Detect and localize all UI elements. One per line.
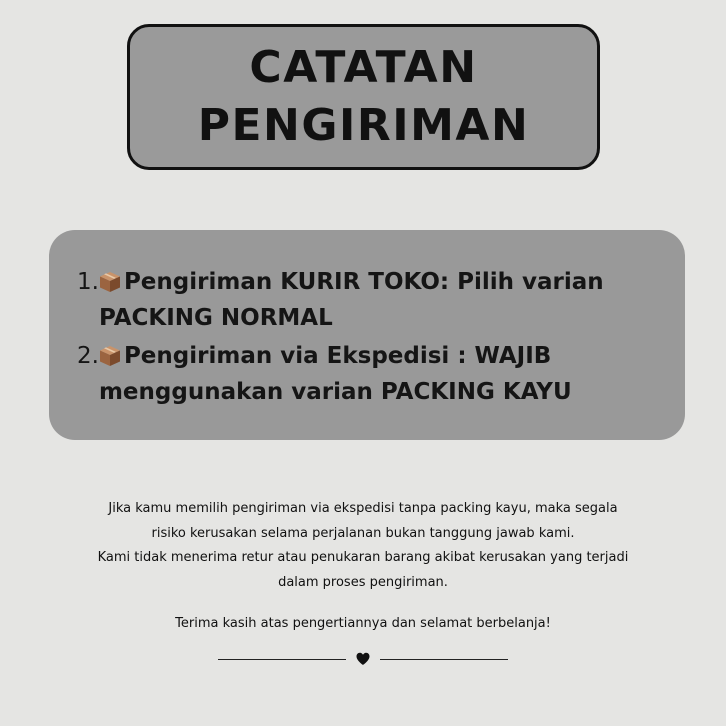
note-item-2 xyxy=(77,338,665,410)
divider-line-right xyxy=(380,659,508,660)
package-icon xyxy=(99,271,121,291)
note-text-line-1: Pengiriman via Ekspedisi : WAJIB xyxy=(123,343,552,369)
heart-icon xyxy=(355,651,371,667)
disclaimer-text xyxy=(0,497,726,595)
thank-you-text: Terima kasih atas pengertiannya dan selamat berbelanja! xyxy=(175,616,551,631)
title-banner xyxy=(127,24,600,170)
note-text-line-1: Pengiriman KURIR TOKO: Pilih varian xyxy=(123,269,604,295)
note-text-line-2: PACKING NORMAL xyxy=(98,305,333,331)
disclaimer-line-4: dalam proses pengiriman. xyxy=(278,574,448,590)
package-icon xyxy=(99,345,121,365)
title-line-1: CATATAN xyxy=(249,42,478,93)
divider-line-left xyxy=(218,659,346,660)
disclaimer-line-1: Jika kamu memilih pengiriman via ekspedisi tanpa packing kayu, maka segala xyxy=(108,501,618,516)
disclaimer-line-3: Kami tidak menerima retur atau penukaran barang akibat kerusakan yang terjadi xyxy=(97,550,629,565)
note-number: 2. xyxy=(77,343,99,369)
shipping-notes-panel xyxy=(49,230,685,440)
note-item-1 xyxy=(77,264,665,336)
note-text-line-2: menggunakan varian PACKING KAYU xyxy=(98,379,572,405)
note-number: 1. xyxy=(77,269,99,295)
disclaimer-line-2: risiko kerusakan selama perjalanan bukan tanggung jawab kami. xyxy=(151,525,575,541)
heart-divider xyxy=(218,650,508,668)
title-line-2: PENGIRIMAN xyxy=(197,100,530,151)
